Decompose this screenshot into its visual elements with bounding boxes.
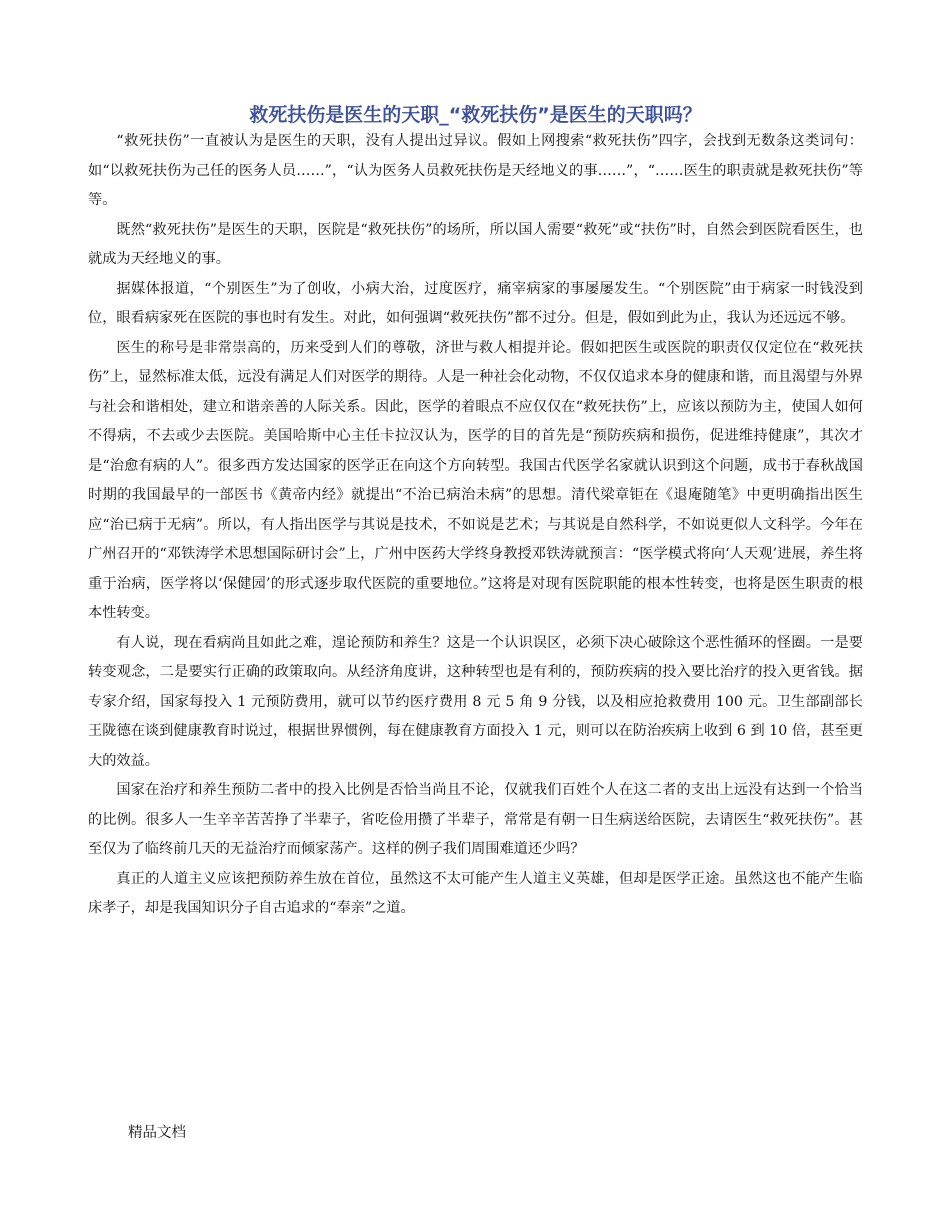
- paragraph: 有人说，现在看病尚且如此之难，遑论预防和养生？这是一个认识误区，必须下决心破除这个恶性循环的怪圈。一是要转变观念，二是要实行正确的政策取向。从经济角度讲，这种转型也是有利的，预防疾病的投入要比治疗的投入更省钱。据专家介绍，国家每投入 1 元预防费用，就可以节约医疗费用 8 元 5 角 9 分钱，以及相应抢救费用 100 元。卫生部副部长王陇德在谈到健康教育时说过，根据世界惯例，每在健康教育方面投入 1 元，则可以在防治疾病上收到 6 到 10 倍，甚至更大的效益。: [88, 634, 863, 769]
- footer-label: 精品文档: [128, 1125, 186, 1141]
- paragraph: 真正的人道主义应该把预防养生放在首位，虽然这不太可能产生人道主义英雄，但却是医学正途。虽然这也不能产生临床孝子，却是我国知识分子自古追求的“奉亲”之道。: [88, 870, 863, 916]
- paragraph: 医生的称号是非常崇高的，历来受到人们的尊敬，济世与救人相提并论。假如把医生或医院的职责仅仅定位在“救死扶伤”上，显然标准太低，远没有满足人们对医学的期待。人是一种社会化动物，不仅仅追求本身的健康和谐，而且渴望与外界与社会和谐相处，建立和谐亲善的人际关系。因此，医学的着眼点不应仅仅在“救死扶伤”上，应该以预防为主，使国人如何不得病，不去或少去医院。美国哈斯中心主任卡拉汉认为，医学的目的首先是“预防疾病和损伤，促进维持健康”，其次才是“治愈有病的人”。很多西方发达国家的医学正在向这个方向转型。我国古代医学名家就认识到这个问题，成书于春秋战国时期的我国最早的一部医书《黄帝内经》就提出“不治已病治未病”的思想。清代梁章钜在《退庵随笔》中更明确指出医生应“治已病于无病”。所以，有人指出医学与其说是技术，不如说是艺术；与其说是自然科学，不如说更似人文科学。今年在广州召开的“邓铁涛学术思想国际研讨会”上，广州中医药大学终身教授邓铁涛就预言：“医学模式将向‘人天观’进展，养生将重于治病，医学将以‘保健园’的形式逐步取代医院的重要地位。”这将是对现有医院职能的根本性转变，也将是医生职责的根本性转变。: [88, 339, 863, 621]
- paragraph: 既然“救死扶伤”是医生的天职，医院是“救死扶伤”的场所，所以国人需要“救死”或“扶伤”时，自然会到医院看医生，也就成为天经地义的事。: [88, 221, 863, 267]
- paragraph: “救死扶伤”一直被认为是医生的天职，没有人提出过异议。假如上网搜索“救死扶伤”四字，会找到无数条这类词句：如“以救死扶伤为己任的医务人员……”，“认为医务人员救死扶伤是天经地义的事……”，“……医生的职责就是救死扶伤”等等。: [88, 133, 863, 208]
- document-title: 救死扶伤是医生的天职_“救死扶伤”是医生的天职吗？: [249, 104, 702, 126]
- paragraph: 据媒体报道，“个别医生”为了创收，小病大治，过度医疗，痛宰病家的事屡屡发生。“个别医院”由于病家一时钱没到位，眼看病家死在医院的事也时有发生。对此，如何强调“救死扶伤”都不过分。但是，假如到此为止，我认为还远远不够。: [88, 280, 863, 326]
- paragraph: 国家在治疗和养生预防二者中的投入比例是否恰当尚且不论，仅就我们百姓个人在这二者的支出上远没有达到一个恰当的比例。很多人一生辛辛苦苦挣了半辈子，省吃俭用攒了半辈子，常常是有朝一日生病送给医院，去请医生“救死扶伤”。甚至仅为了临终前几天的无益治疗而倾家荡产。这样的例子我们周围难道还少吗？: [88, 782, 863, 857]
- document-page: [88, 102, 863, 924]
